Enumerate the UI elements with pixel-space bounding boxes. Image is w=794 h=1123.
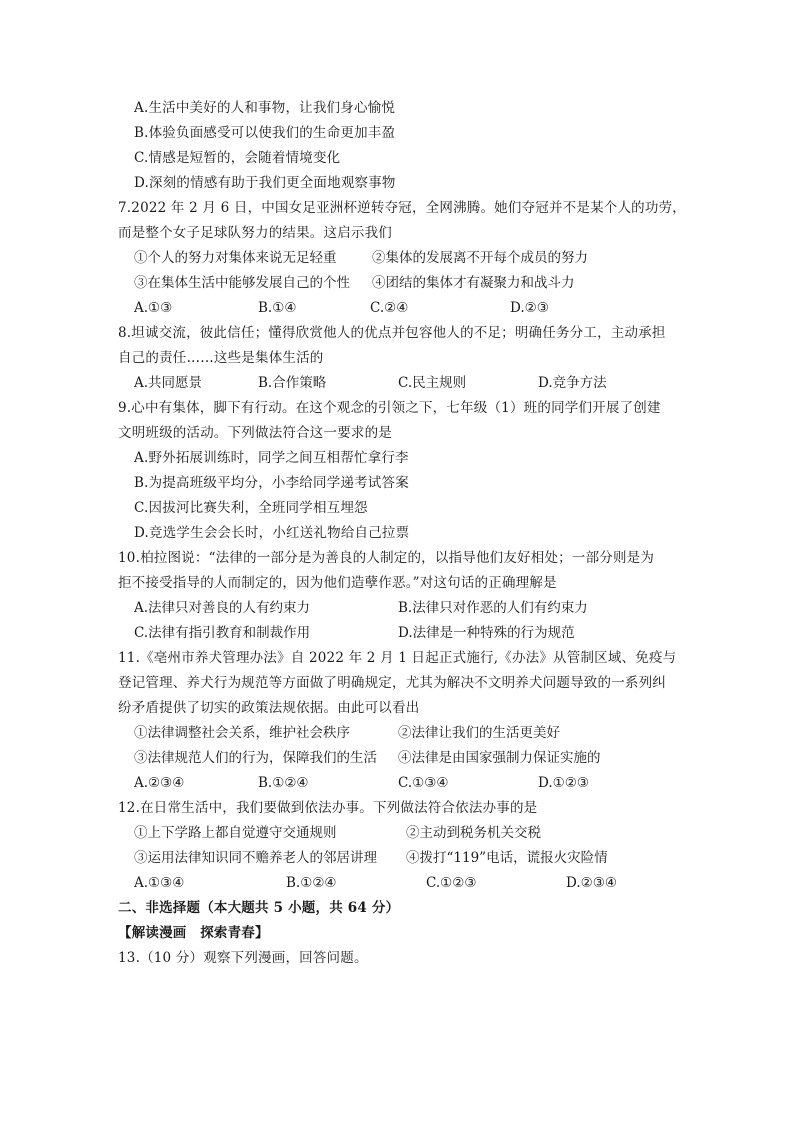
q10-option-d: D.法律是一种特殊的行为规范 [398, 625, 575, 641]
q11-stem-line-2: 登记管理、养犬行为规范等方面做了明确规定，尤其为解决不文明养犬问题导致的一系列纠 [118, 675, 666, 691]
q8-option-d: D.竞争方法 [538, 375, 607, 391]
q11-option-d: D.①②③ [538, 775, 589, 791]
q12-item-4: ④拨打“119”电话，谎报火灾险情 [406, 850, 608, 866]
q7-item-2: ②集体的发展离不开每个成员的努力 [372, 250, 588, 266]
q7-stem-line-2: 而是整个女子足球队努力的结果。这启示我们 [118, 225, 392, 241]
q11-items-row-2 [0, 749, 794, 767]
q8-option-a: A.共同愿景 [134, 375, 203, 391]
q8-options-row [0, 374, 794, 392]
q11-stem-line-1: 11.《亳州市养犬管理办法》自 2022 年 2 月 1 日起正式施行,《办法》从管制区域、免疫与 [118, 650, 677, 666]
q11-stem-line-3: 纷矛盾提供了切实的政策法规依据。由此可以看出 [118, 700, 420, 716]
q10-options-row-2 [0, 624, 794, 642]
q10-option-c: C.法律有指引教育和制裁作用 [134, 625, 311, 641]
q9-option-d: D.竞选学生会会长时，小红送礼物给自己拉票 [134, 525, 410, 541]
q11-item-3: ③法律规范人们的行为，保障我们的生活 [134, 750, 377, 766]
q12-option-d: D.②③④ [566, 875, 617, 891]
q8-option-b: B.合作策略 [258, 375, 327, 391]
q11-item-4: ④法律是由国家强制力保证实施的 [398, 750, 601, 766]
q11-options-row [0, 774, 794, 792]
q7-item-3: ③在集体生活中能够发展自己的个性 [134, 275, 350, 291]
q9-option-c: C.因拔河比赛失利，全班同学相互埋怨 [134, 500, 368, 516]
q8-stem-line-2: 自己的责任……这些是集体生活的 [118, 350, 324, 366]
q10-options-row-1 [0, 599, 794, 617]
q12-option-a: A.①③④ [134, 875, 185, 891]
q10-stem-line-1: 10.柏拉图说：“法律的一部分是为善良的人制定的，以指导他们友好相处；一部分则是为 [118, 550, 655, 566]
q7-option-c: C.②④ [370, 300, 409, 316]
q12-option-c: C.①②③ [426, 875, 477, 891]
q6-option-d: D.深刻的情感有助于我们更全面地观察事物 [134, 175, 396, 191]
q10-option-b: B.法律只对作恶的人们有约束力 [398, 600, 588, 616]
q12-items-row-1 [0, 824, 794, 842]
q8-stem-line-1: 8.坦诚交流，彼此信任；懂得欣赏他人的优点并包容他人的不足；明确任务分工，主动承担 [118, 325, 666, 341]
q7-option-b: B.①④ [258, 300, 297, 316]
q6-option-b: B.体验负面感受可以使我们的生命更加丰盈 [134, 125, 396, 141]
q7-stem-line-1: 7.2022 年 2 月 6 日，中国女足亚洲杯逆转夺冠，全网沸腾。她们夺冠并不是某个人的功劳， [118, 200, 686, 216]
q13-stem: 13.（10 分）观察下列漫画，回答问题。 [118, 950, 368, 966]
q6-option-c: C.情感是短暂的，会随着情境变化 [134, 150, 341, 166]
section-2-heading: 二、非选择题（本大题共 5 小题，共 64 分） [118, 900, 400, 916]
q8-option-c: C.民主规则 [398, 375, 467, 391]
q12-item-1: ①上下学路上都自觉遵守交通规则 [134, 825, 337, 841]
q7-option-a: A.①③ [134, 300, 173, 316]
q11-option-c: C.①③④ [398, 775, 449, 791]
q11-option-b: B.①②④ [258, 775, 309, 791]
q9-option-b: B.为提高班级平均分，小李给同学递考试答案 [134, 475, 409, 491]
q9-option-a: A.野外拓展训练时，同学之间互相帮忙拿行李 [134, 450, 409, 466]
q12-item-3: ③运用法律知识同不赡养老人的邻居讲理 [134, 850, 377, 866]
q12-options-row [0, 874, 794, 892]
section-2-subheading: 【解读漫画 探索青春】 [118, 925, 269, 941]
q11-option-a: A.②③④ [134, 775, 185, 791]
q11-item-2: ②法律让我们的生活更美好 [398, 725, 560, 741]
q7-items-row-1 [0, 249, 794, 267]
q12-item-2: ②主动到税务机关交税 [406, 825, 541, 841]
q9-stem-line-2: 文明班级的活动。下列做法符合这一要求的是 [118, 425, 392, 441]
q9-stem-line-1: 9.心中有集体，脚下有行动。在这个观念的引领之下，七年级（1）班的同学们开展了创建 [118, 400, 661, 416]
q6-option-a: A.生活中美好的人和事物，让我们身心愉悦 [134, 100, 396, 116]
q7-item-4: ④团结的集体才有凝聚力和战斗力 [372, 275, 575, 291]
q12-stem: 12.在日常生活中，我们要做到依法办事。下列做法符合依法办事的是 [118, 800, 538, 816]
q7-items-row-2 [0, 274, 794, 292]
q11-items-row-1 [0, 724, 794, 742]
q10-stem-line-2: 拒不接受指导的人而制定的，因为他们造孽作恶。”对这句话的正确理解是 [118, 575, 557, 591]
q11-item-1: ①法律调整社会关系，维护社会秩序 [134, 725, 350, 741]
q7-item-1: ①个人的努力对集体来说无足轻重 [134, 250, 337, 266]
q7-option-d: D.②③ [510, 300, 549, 316]
q7-options-row [0, 299, 794, 317]
q12-option-b: B.①②④ [286, 875, 337, 891]
q12-items-row-2 [0, 849, 794, 867]
q10-option-a: A.法律只对善良的人有约束力 [134, 600, 311, 616]
